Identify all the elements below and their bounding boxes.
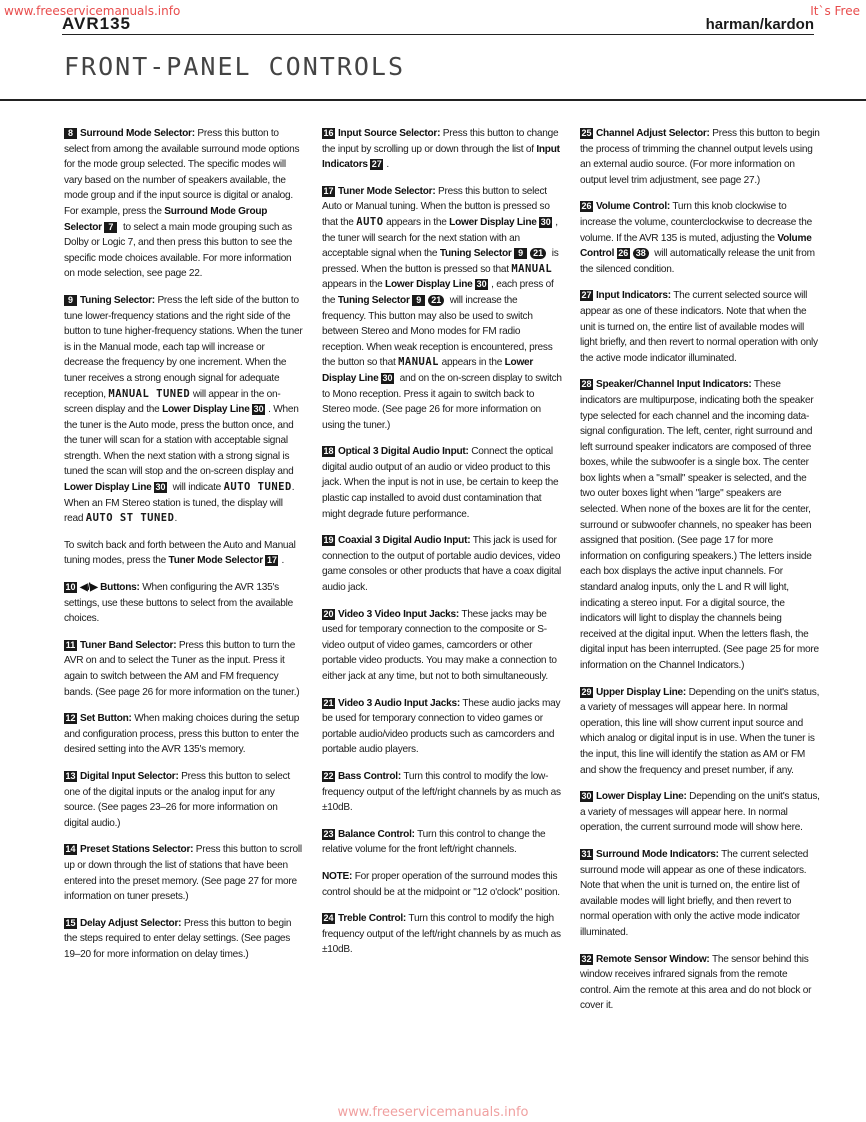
item-heading: Set Button:	[80, 713, 132, 725]
item-heading: Delay Adjust Selector:	[80, 917, 182, 929]
callout-number: 22	[323, 770, 334, 781]
item-heading: Bass Control:	[338, 770, 401, 782]
item-heading: Surround Mode Selector:	[80, 128, 195, 139]
item-18: 18 Optical 3 Digital Audio Input: Connect the optical digital audio output of an audio or video product to this jack. When the input is not in use, be certain to keep the plastic cap installed to avoid dust contamination that might degrade future performance.	[322, 446, 559, 520]
item-32: 32 Remote Sensor Window: The sensor behind this window receives infrared signals from the remote control. Aim the remote at this area and do not block or cover it.	[580, 953, 812, 1012]
item-9-note: To switch back and forth between the Auto and Manual tuning modes, press the Tuner Mode Selector 17 .	[64, 539, 296, 567]
title-divider	[0, 99, 866, 101]
model-label: AVR135	[62, 14, 131, 33]
callout-number: 11	[65, 639, 76, 650]
item-16: 16 Input Source Selector: Press this button to change the input by scrolling up or down through the list of Input Indicators 27 .	[322, 128, 560, 171]
item-heading: Tuner Band Selector:	[80, 639, 177, 651]
item-heading: Volume Control:	[596, 201, 671, 213]
item-heading: Input Indicators:	[596, 290, 671, 302]
callout-number: 14	[65, 844, 76, 855]
item-heading: Channel Adjust Selector:	[596, 128, 710, 139]
callout-number: 9	[64, 295, 77, 306]
item-31: 31 Surround Mode Indicators: The current selected surround mode will appear as one of these indicators. Note that when the unit is turned on, the entire list of available modes will light briefly, and then revert to normal operation with only the active mode indicator illuminated.	[580, 848, 809, 938]
callout-number: 9	[514, 248, 527, 259]
item-heading: Upper Display Line:	[596, 686, 687, 698]
item-8: 8 Surround Mode Selector: Press this button to select from among the available surround mode options for the mode group selected. The specific modes will vary based on the number of speakers available, the mode group and if the input source is digital or analog. For example, press the Surround Mode Group Selector 7 to select a main mode grouping such as Dolby or Logic 7, and then press this button to see the specific mode choices available. For more information on mode selection, see page 22.	[64, 128, 300, 280]
item-24: 24 Treble Control: Turn this control to modify the high frequency output of the left/right channels by as much as ±10dB.	[322, 913, 561, 956]
callout-number: 30	[476, 279, 487, 290]
item-heading: Tuner Mode Selector:	[338, 185, 436, 197]
item-26: 26 Volume Control: Turn this knob clockwise to increase the volume, counterclockwise to decrease the volume. If the AVR 135 is muted, adjusting the Volume Control 26 38 will automatically release the unit from the silenced condition.	[580, 201, 815, 275]
item-20: 20 Video 3 Video Input Jacks: These jacks may be used for temporary connection to the composite or S-video output of video games, camcorders or other portable video products. You may make a connection to either jack at any time, but not to both simultaneously.	[322, 608, 557, 682]
callout-number: 27	[581, 290, 592, 301]
callout-number: 30	[155, 482, 166, 493]
column-right	[580, 126, 820, 1025]
callout-number: 13	[65, 770, 76, 781]
item-heading: Optical 3 Digital Audio Input:	[338, 446, 469, 458]
watermark-top-right: It`s Free	[810, 4, 860, 18]
watermark-bottom: www.freeservicemanuals.info	[337, 1105, 529, 1120]
callout-number: 16	[323, 128, 334, 138]
callout-number: 25	[581, 128, 592, 138]
item-heading: Video 3 Video Input Jacks:	[338, 608, 460, 620]
display-text: MANUAL TUNED	[108, 387, 191, 400]
item-heading: Video 3 Audio Input Jacks:	[338, 697, 460, 709]
callout-number: 21	[530, 248, 546, 259]
callout-number: 30	[253, 404, 264, 415]
column-left	[64, 126, 304, 974]
balance-note: NOTE: For proper operation of the surround modes this control should be at the midpoint or "12 o'clock" position.	[322, 870, 560, 898]
callout-number: 8	[64, 128, 77, 139]
callout-number: 32	[581, 953, 592, 964]
item-14: 14 Preset Stations Selector: Press this button to scroll up or down through the list of stations that have been entered into the preset memory. (See page 27 for more information on tuner presets.)	[64, 844, 302, 903]
callout-number: 30	[382, 372, 393, 383]
item-heading: Tuning Selector:	[80, 294, 155, 306]
callout-number: 28	[581, 379, 592, 390]
item-23: 23 Balance Control: Turn this control to change the relative volume for the front left/right channels.	[322, 828, 546, 856]
callout-number: 15	[65, 917, 76, 928]
display-text: AUTO ST TUNED	[85, 512, 175, 525]
display-text: AUTO TUNED	[223, 481, 292, 494]
item-12: 12 Set Button: When making choices during the setup and configuration process, press this button to enter the desired setting into the AVR 135's memory.	[64, 713, 300, 756]
item-28: 28 Speaker/Channel Input Indicators: These indicators are multipurpose, indicating both the speaker type selected for each channel and the incoming data-signal configuration. The left, center, right surround and left surround speaker indicators are composed of three boxes, while the subwoofer is a single box. The center box lights when a "small" speaker is selected, and the two outer boxes light when "large" speakers are selected. When none of the boxes are lit for the center, surround or subwoofer channels, no speaker has been assigned that position. (See page 17 for more information on configuring speakers.) The letters inside each box displays the active input channels. For standard analog inputs, only the L and R will light, indicating a stereo input. For a digital source, the indicators will light to display the channels being received at the digital input. When the letters flash, the digital input has been interrupted. (See page 25 for more information on the Channel Indicators.)	[580, 379, 819, 671]
item-22: 22 Bass Control: Turn this control to modify the low-frequency output of the left/right channels by as much as ±10dB.	[322, 770, 561, 814]
item-heading: Digital Input Selector:	[80, 770, 179, 782]
callout-number: 26	[618, 248, 629, 259]
callout-number: 21	[428, 295, 444, 306]
item-25: 25 Channel Adjust Selector: Press this button to begin the process of trimming the channel output levels using an external audio source. (For more information on output level trim adjustment, see page 27.)	[580, 128, 820, 186]
page-title: FRONT-PANEL CONTROLS	[64, 52, 406, 81]
callout-number: 38	[633, 248, 649, 259]
callout-number: 12	[65, 713, 76, 724]
item-30: 30 Lower Display Line: Depending on the unit's status, a variety of messages will appear here. In normal operation, the current surround mode will show here.	[580, 791, 820, 834]
callout-number: 10	[65, 582, 76, 593]
callout-number: 19	[323, 535, 334, 546]
display-text: MANUAL	[398, 356, 440, 369]
item-heading: ◀/▶ Buttons:	[80, 582, 140, 594]
item-9: 9 Tuning Selector: Press the left side of the button to tune lower-frequency stations and the right side of the button to tune higher-frequency stations. When the tuner is in the Manual mode, each tap will increase or decrease the frequency by one increment. When the tuner receives a strong enough signal for adequate reception, MANUAL TUNED will appear in the on-screen display and the Lower Display Line 30 . When the tuner is the Auto mode, press the button once, and the tuner will scan for a station with acceptable signal strength. When the next station with a strong signal is tuned the scan will stop and the on-screen display and Lower Display Line 30 will indicate AUTO TUNED. When an FM Stereo station is tuned, the display will read AUTO ST TUNED.	[64, 294, 303, 525]
item-heading: Treble Control:	[338, 913, 407, 925]
callout-number: 31	[581, 848, 592, 859]
callout-number: 30	[540, 216, 551, 227]
callout-number: 29	[581, 686, 592, 697]
item-17: 17 Tuner Mode Selector: Press this button to select Auto or Manual tuning. When the button is pressed so that the AUTO appears in the Lower Display Line 30 , the tuner will search for the next station with an acceptable signal when the Tuning Selector 9 21 is pressed. When the button is pressed so that MANUAL appears in the Lower Display Line 30 , each press of the Tuning Selector 9 21 will increase the frequency. This button may also be used to switch between Stereo and Mono modes for FM radio reception. When weak reception is encountered, press the button so that MANUAL appears in the Lower Display Line 30 and on the on-screen display to switch to Mono reception. Press it again to switch back to Stereo mode. (See page 26 for more information on using the tuner.)	[322, 185, 562, 431]
item-heading: Speaker/Channel Input Indicators:	[596, 379, 752, 391]
item-heading: Surround Mode Indicators:	[596, 848, 719, 860]
callout-number: 27	[371, 159, 382, 170]
callout-number: 30	[581, 791, 592, 802]
brand-logo: harman/kardon	[705, 16, 814, 33]
column-middle	[322, 126, 562, 969]
callout-number: 7	[104, 222, 117, 233]
item-15: 15 Delay Adjust Selector: Press this button to begin the steps required to enter delay settings. (See pages 19–20 for more information on delay times.)	[64, 917, 292, 960]
watermark-top-left: www.freeservicemanuals.info	[4, 4, 181, 18]
callout-number: 23	[323, 828, 334, 839]
callout-number: 9	[412, 295, 425, 306]
callout-number: 17	[266, 555, 277, 566]
display-text: AUTO	[356, 215, 384, 228]
display-text: MANUAL	[511, 262, 553, 275]
item-heading: Lower Display Line:	[596, 791, 687, 803]
item-10: 10 ◀/▶ Buttons: When configuring the AVR 135's settings, use these buttons to select from the available choices.	[64, 582, 293, 625]
item-21: 21 Video 3 Audio Input Jacks: These audio jacks may be used for temporary connection to video games or portable audio/video products such as camcorders and portable audio players.	[322, 697, 561, 756]
item-heading: Input Source Selector:	[338, 128, 441, 139]
note-label: NOTE:	[322, 870, 353, 882]
callout-number: 24	[323, 913, 334, 924]
callout-number: 21	[323, 697, 334, 708]
item-13: 13 Digital Input Selector: Press this button to select one of the digital inputs or the analog input for any source. (See pages 23–26 for more information on digital audio.)	[64, 770, 290, 829]
item-11: 11 Tuner Band Selector: Press this button to turn the AVR on and to select the Tuner as the input. Press it again to switch between the AM and FM frequency bands. (See page 26 for more information on the tuner.)	[64, 639, 300, 698]
callout-number: 18	[323, 446, 334, 457]
callout-number: 26	[581, 201, 592, 212]
item-heading: Preset Stations Selector:	[80, 844, 194, 856]
item-27: 27 Input Indicators: The current selected source will appear as one of these indicators. Note that when the unit is turned on, the entire list of available modes will light briefly, and then revert to normal operation with only the active mode indicator illuminated.	[580, 290, 818, 364]
callout-number: 17	[323, 185, 334, 196]
callout-number: 20	[323, 608, 334, 619]
item-19: 19 Coaxial 3 Digital Audio Input: This jack is used for connection to the output of portable audio devices, video game consoles or other products that have a coax digital audio jack.	[322, 535, 562, 594]
item-heading: Balance Control:	[338, 828, 415, 840]
item-heading: Remote Sensor Window:	[596, 953, 710, 965]
item-29: 29 Upper Display Line: Depending on the unit's status, a variety of messages will appear here. In normal operation, this line will show current input source and which analog or digital input is in use. When the tuner is the input, this line will identify the station as AM or FM and show the frequency and preset number, if any.	[580, 686, 820, 776]
header-rule	[62, 34, 814, 35]
item-heading: Coaxial 3 Digital Audio Input:	[338, 535, 471, 547]
